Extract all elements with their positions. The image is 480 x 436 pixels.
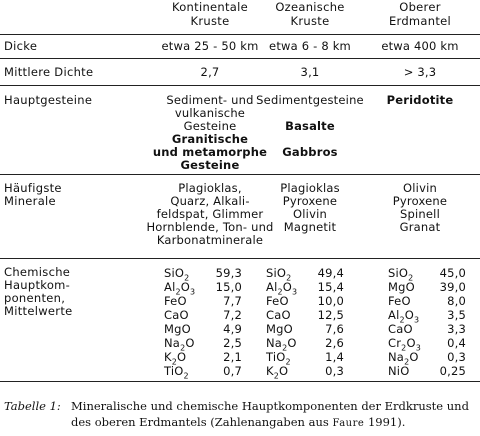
rock-name-bold: Gabbros (282, 145, 338, 159)
component-value: 49,4 (317, 266, 344, 280)
label-line: Minerale (4, 194, 56, 208)
component-formula: FeO (266, 294, 289, 308)
component-row (266, 280, 344, 297)
mineral-line: Spinell (400, 207, 440, 221)
rock-name: Gesteine (183, 119, 237, 133)
component-value: 2,1 (223, 350, 242, 364)
mineral-line: Pyroxene (392, 194, 448, 208)
component-row (388, 322, 466, 336)
table-rule (0, 34, 480, 35)
component-row (388, 280, 466, 294)
component-value: 4,9 (223, 322, 242, 336)
row-label-dichte: Mittlere Dichte (4, 65, 94, 79)
component-row (266, 364, 344, 381)
component-value: 3,3 (447, 322, 466, 336)
caption-label: Tabelle 1: (4, 399, 61, 413)
mineral-line: Hornblende, Ton- und (146, 220, 274, 234)
component-row (388, 266, 466, 283)
component-formula: FeO (164, 294, 187, 308)
component-formula: $K_2O$ (164, 350, 187, 367)
chemie-mantle (388, 266, 466, 378)
component-formula: CaO (388, 322, 413, 336)
component-value: 7,2 (223, 308, 242, 322)
label-line: Mittelwerte (4, 304, 73, 318)
header-line: Ozeanische (275, 0, 345, 14)
component-formula: TiO$_2$ (266, 350, 291, 367)
component-formula: $Na_2O$ (388, 350, 419, 367)
mineral-line: Granat (399, 220, 441, 234)
component-value: 2,6 (325, 336, 344, 350)
table-rule (0, 85, 480, 86)
component-value: 0,7 (223, 364, 242, 378)
component-formula: $Al_2O_3$ (266, 280, 298, 297)
component-value: 15,4 (317, 280, 344, 294)
component-formula: CaO (164, 308, 189, 322)
component-value: 1,4 (325, 350, 344, 364)
rock-name-bold: und metamorphe (152, 145, 268, 159)
component-formula: SiO$_2$ (266, 266, 292, 283)
rock-name-bold: Granitische (171, 132, 249, 146)
component-value: 59,3 (215, 266, 242, 280)
minerale-oceanic (250, 182, 370, 234)
component-value: 2,5 (223, 336, 242, 350)
label-line: Chemische (4, 265, 71, 279)
component-formula: NiO (388, 364, 410, 378)
component-row (266, 322, 344, 336)
dichte-continental: 2,7 (200, 65, 220, 79)
table-rule (0, 58, 480, 59)
caption-text-before: Mineralische und chemische Hauptkomponenten der Erdkruste und des oberen Erdmantels (Zahlenangaben aus (71, 399, 469, 429)
component-row (388, 294, 466, 308)
mineral-line: Plagioklas (280, 181, 340, 195)
component-formula: $K_2O$ (266, 364, 289, 381)
rock-name-bold: Basalte (285, 119, 335, 133)
mineral-line: Karbonatminerale (156, 233, 264, 247)
dicke-oceanic: etwa 6 - 8 km (269, 39, 351, 53)
component-row (388, 336, 466, 353)
component-formula: TiO$_2$ (164, 364, 189, 381)
header-upper-mantle (360, 0, 480, 28)
header-line: Kruste (190, 14, 230, 28)
component-row (388, 308, 466, 325)
component-row (164, 350, 242, 367)
component-formula: $Na_2O$ (266, 336, 297, 353)
component-row (164, 364, 242, 381)
component-value: 0,4 (447, 336, 466, 350)
gesteine-mantle (360, 94, 480, 107)
component-formula: MgO (388, 280, 415, 294)
component-value: 0,3 (447, 350, 466, 364)
header-line: Kruste (290, 14, 330, 28)
dicke-continental: etwa 25 - 50 km (161, 39, 259, 53)
chemie-continental (164, 266, 242, 381)
component-value: 12,5 (317, 308, 344, 322)
rock-name-bold: Peridotite (386, 93, 454, 107)
row-label-minerale (4, 182, 62, 208)
component-value: 39,0 (439, 280, 466, 294)
caption-text-after: 1991). (364, 415, 406, 429)
mineral-line: Magnetit (283, 220, 337, 234)
component-row (266, 350, 344, 367)
component-row (388, 364, 466, 378)
component-formula: SiO$_2$ (164, 266, 190, 283)
mineral-line: Pyroxene (282, 194, 338, 208)
component-formula: $Al_2O_3$ (388, 308, 420, 325)
component-row (164, 294, 242, 308)
row-label-chemie (4, 266, 73, 318)
dichte-mantle: > 3,3 (403, 65, 437, 79)
component-row (388, 350, 466, 367)
component-row (266, 336, 344, 353)
component-formula: MgO (266, 322, 293, 336)
component-value: 7,7 (223, 294, 242, 308)
component-formula: $Al_2O_3$ (164, 280, 196, 297)
mineral-line: Quarz, Alkali- (170, 194, 250, 208)
component-value: 15,0 (215, 280, 242, 294)
component-formula: FeO (388, 294, 411, 308)
component-formula: CaO (266, 308, 291, 322)
component-value: 7,6 (325, 322, 344, 336)
component-formula: $Cr_2O_3$ (388, 336, 422, 353)
component-row (164, 336, 242, 353)
header-oceanic-crust (250, 0, 370, 28)
component-value: 0,3 (325, 364, 344, 378)
header-line: Erdmantel (388, 14, 452, 28)
rock-name: Sediment- und (166, 93, 254, 107)
rock-name: vulkanische (174, 106, 246, 120)
table-rule (0, 258, 480, 259)
component-value: 10,0 (317, 294, 344, 308)
label-line: Hauptkom- (4, 278, 71, 292)
component-row (266, 294, 344, 308)
header-line: Kontinentale (171, 0, 249, 14)
component-row (164, 266, 242, 283)
component-formula: SiO$_2$ (388, 266, 414, 283)
chemie-oceanic (266, 266, 344, 381)
component-value: 3,5 (447, 308, 466, 322)
component-row (164, 322, 242, 336)
rock-name-bold: Gesteine (180, 158, 240, 172)
dicke-mantle: etwa 400 km (381, 39, 459, 53)
label-line: Häufigste (4, 181, 62, 195)
component-formula: MgO (164, 322, 191, 336)
component-row (164, 308, 242, 322)
table-rule (0, 174, 480, 175)
header-line: Oberer (399, 0, 441, 14)
component-formula: $Na_2O$ (164, 336, 195, 353)
component-value: 8,0 (447, 294, 466, 308)
component-row (266, 266, 344, 283)
caption-author: Faure (332, 418, 365, 429)
row-label-dicke: Dicke (4, 39, 38, 53)
mineral-line: Olivin (293, 207, 327, 221)
component-value: 45,0 (439, 266, 466, 280)
mineral-line: feldspat, Glimmer (156, 207, 264, 221)
table-rule (0, 381, 480, 382)
caption-text (71, 398, 477, 432)
gesteine-oceanic (250, 94, 370, 159)
minerale-mantle (360, 182, 480, 234)
label-line: ponenten, (4, 291, 66, 305)
row-label-hauptgesteine: Hauptgesteine (4, 93, 93, 107)
component-row (266, 308, 344, 322)
component-value: 0,25 (439, 364, 466, 378)
component-row (164, 280, 242, 297)
dichte-oceanic: 3,1 (300, 65, 320, 79)
mineral-line: Olivin (403, 181, 437, 195)
rock-name: Sedimentgesteine (256, 93, 364, 107)
mineral-line: Plagioklas, (178, 181, 242, 195)
